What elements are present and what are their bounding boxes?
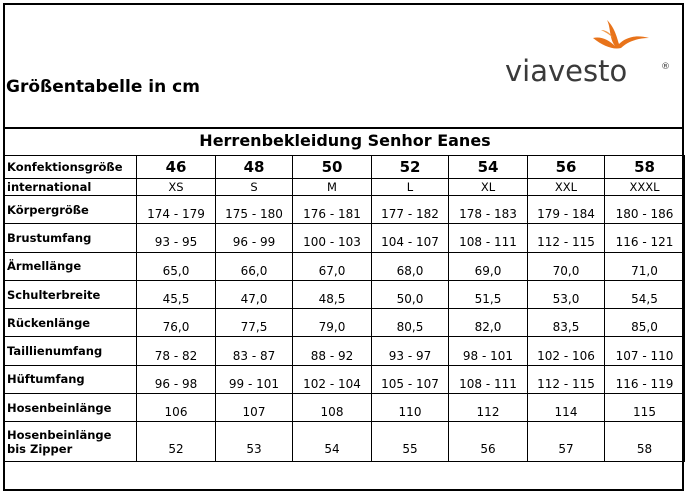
- table-cell: 82,0: [449, 309, 528, 337]
- size-header: 52: [372, 156, 449, 179]
- table-cell: 68,0: [372, 252, 449, 280]
- table-row: [4, 196, 685, 224]
- table-cell: 79,0: [293, 309, 372, 337]
- table-row: [4, 280, 685, 308]
- row-label: Schulterbreite: [4, 280, 137, 308]
- table-cell: 53: [216, 422, 293, 462]
- bird-logo-icon: [591, 16, 651, 56]
- table-cell: 106: [137, 394, 216, 422]
- table-cell: 114: [528, 394, 605, 422]
- size-table: [3, 155, 685, 462]
- row-label: Taillienumfang: [4, 337, 137, 365]
- table-cell: 180 - 186: [605, 196, 685, 224]
- table-cell: 112 - 115: [528, 365, 605, 393]
- row-label: international: [4, 179, 137, 196]
- section-divider: [3, 127, 684, 129]
- table-row: [4, 224, 685, 252]
- table-cell: 54,5: [605, 280, 685, 308]
- table-cell: 65,0: [137, 252, 216, 280]
- table-cell: 88 - 92: [293, 337, 372, 365]
- table-cell: 178 - 183: [449, 196, 528, 224]
- table-row: [4, 309, 685, 337]
- table-cell: 93 - 95: [137, 224, 216, 252]
- table-cell: 56: [449, 422, 528, 462]
- header-row: [4, 156, 685, 179]
- table-cell: 48,5: [293, 280, 372, 308]
- table-cell: XS: [137, 179, 216, 196]
- table-cell: 85,0: [605, 309, 685, 337]
- table-cell: 102 - 104: [293, 365, 372, 393]
- table-cell: 47,0: [216, 280, 293, 308]
- header-label: Konfektionsgröße: [4, 156, 137, 179]
- table-cell: XXXL: [605, 179, 685, 196]
- table-cell: 175 - 180: [216, 196, 293, 224]
- table-cell: XL: [449, 179, 528, 196]
- row-label-line1: Hosenbeinlänge: [7, 427, 112, 442]
- row-label: Körpergröße: [4, 196, 137, 224]
- table-cell: 55: [372, 422, 449, 462]
- table-cell: 96 - 99: [216, 224, 293, 252]
- table-cell: 76,0: [137, 309, 216, 337]
- table-cell: 107 - 110: [605, 337, 685, 365]
- row-label: [4, 422, 137, 462]
- size-header: 58: [605, 156, 685, 179]
- table-cell: 107: [216, 394, 293, 422]
- table-cell: M: [293, 179, 372, 196]
- row-label: Brustumfang: [4, 224, 137, 252]
- table-row: [4, 394, 685, 422]
- registered-mark: ®: [661, 62, 670, 72]
- table-cell: XXL: [528, 179, 605, 196]
- table-cell: 99 - 101: [216, 365, 293, 393]
- size-header: 54: [449, 156, 528, 179]
- table-cell: 66,0: [216, 252, 293, 280]
- table-cell: 58: [605, 422, 685, 462]
- table-cell: 54: [293, 422, 372, 462]
- table-cell: 93 - 97: [372, 337, 449, 365]
- table-cell: 102 - 106: [528, 337, 605, 365]
- table-cell: 57: [528, 422, 605, 462]
- size-header: 50: [293, 156, 372, 179]
- table-cell: 105 - 107: [372, 365, 449, 393]
- table-cell: 110: [372, 394, 449, 422]
- brand-logo: [505, 16, 675, 91]
- table-cell: 80,5: [372, 309, 449, 337]
- row-label: Ärmellänge: [4, 252, 137, 280]
- brand-name: viavesto: [505, 54, 628, 88]
- table-cell: 116 - 119: [605, 365, 685, 393]
- table-cell: 50,0: [372, 280, 449, 308]
- table-title: Herrenbekleidung Senhor Eanes: [199, 131, 491, 150]
- table-cell: 108: [293, 394, 372, 422]
- table-cell: 83,5: [528, 309, 605, 337]
- table-cell: 115: [605, 394, 685, 422]
- table-cell: S: [216, 179, 293, 196]
- table-cell: 108 - 111: [449, 365, 528, 393]
- page-title: Größentabelle in cm: [6, 77, 200, 97]
- table-cell: 108 - 111: [449, 224, 528, 252]
- size-header: 48: [216, 156, 293, 179]
- row-label-line2: bis Zipper: [7, 441, 73, 456]
- table-cell: 96 - 98: [137, 365, 216, 393]
- table-cell: 70,0: [528, 252, 605, 280]
- table-cell: 83 - 87: [216, 337, 293, 365]
- table-cell: 116 - 121: [605, 224, 685, 252]
- table-cell: 78 - 82: [137, 337, 216, 365]
- table-cell: 179 - 184: [528, 196, 605, 224]
- table-cell: 45,5: [137, 280, 216, 308]
- table-cell: 176 - 181: [293, 196, 372, 224]
- table-cell: 71,0: [605, 252, 685, 280]
- table-row: [4, 422, 685, 462]
- size-header: 46: [137, 156, 216, 179]
- table-cell: 112: [449, 394, 528, 422]
- table-cell: 53,0: [528, 280, 605, 308]
- table-cell: L: [372, 179, 449, 196]
- table-cell: 69,0: [449, 252, 528, 280]
- row-label: Hosenbeinlänge: [4, 394, 137, 422]
- table-cell: 112 - 115: [528, 224, 605, 252]
- table-cell: 100 - 103: [293, 224, 372, 252]
- table-cell: 98 - 101: [449, 337, 528, 365]
- row-label: Rückenlänge: [4, 309, 137, 337]
- table-row: [4, 252, 685, 280]
- international-row: [4, 179, 685, 196]
- table-row: [4, 365, 685, 393]
- table-cell: 52: [137, 422, 216, 462]
- row-label: Hüftumfang: [4, 365, 137, 393]
- table-cell: 77,5: [216, 309, 293, 337]
- table-row: [4, 337, 685, 365]
- size-header: 56: [528, 156, 605, 179]
- table-cell: 104 - 107: [372, 224, 449, 252]
- table-cell: 177 - 182: [372, 196, 449, 224]
- table-cell: 51,5: [449, 280, 528, 308]
- table-cell: 67,0: [293, 252, 372, 280]
- table-cell: 174 - 179: [137, 196, 216, 224]
